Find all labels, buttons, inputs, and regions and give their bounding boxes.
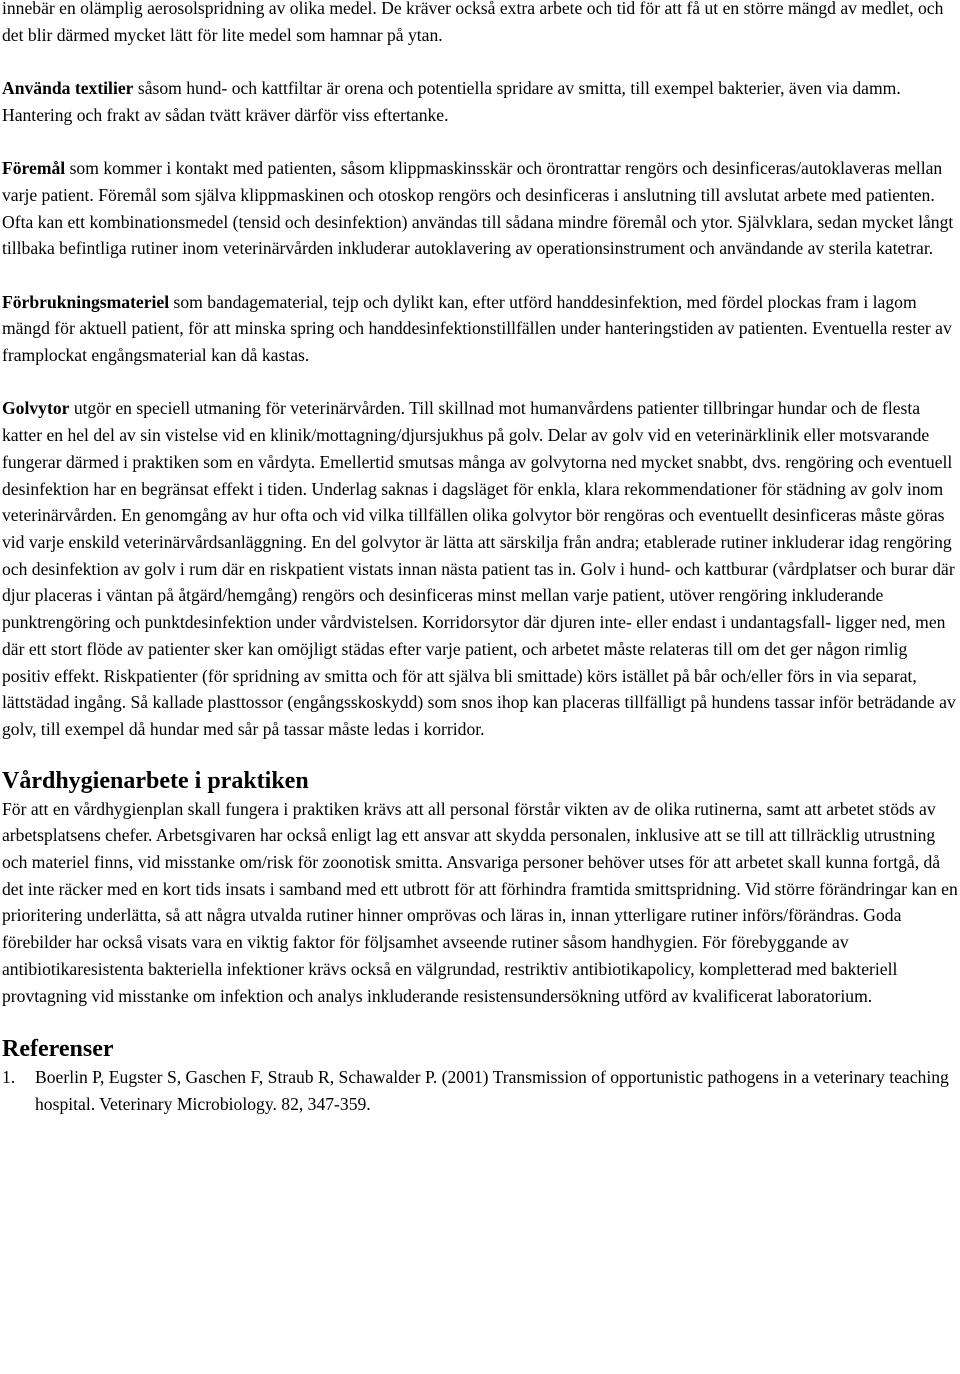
lead-term: Använda textilier	[2, 78, 134, 99]
paragraph-aerosol: innebär en olämplig aerosolspridning av olika medel. De kräver också extra arbete och tid för att få ut en större mängd av medlet, och det blir därmed mycket lätt för lite medel som hamnar på ytan.	[2, 0, 944, 45]
paragraph-golvytor	[2, 395, 958, 742]
paragraph-text: som bandagematerial, tejp och dylikt kan, efter utförd handdesinfektion, med fördel plockas fram i lagom mängd för aktuell patient, för att minska spring och handdesinfektionstillfällen under hanteringstiden av patienten. Eventuella rester av framplockat engångsmaterial kan då kastas.	[2, 291, 952, 366]
lead-term: Föremål	[2, 158, 66, 179]
reference-text: Boerlin P, Eugster S, Gaschen F, Straub R, Schawalder P. (2001) Transmission of opportunistic pathogens in a veterinary teaching hospital. Veterinary Microbiology. 82, 347-359.	[35, 1067, 949, 1115]
lead-term: Förbrukningsmateriel	[2, 291, 170, 312]
reference-list	[2, 1064, 958, 1118]
reference-number: 1.	[2, 1067, 16, 1088]
section-heading-referenser: Referenser	[2, 1036, 114, 1063]
paragraph-text: utgör en speciell utmaning för veterinärvården. Till skillnad mot humanvårdens patienter tillbringar hundar och de flesta katter en hel del av sin vistelse vid en klinik/mottagning/djursjukhus på golv. Delar av golv vid en veterinärklinik eller motsvarande fungerar därmed i praktiken som en vårdyta. Emellertid smutsas många av golvytorna ned mycket snabbt, dvs. rengöring och eventuell desinfektion har en begränsat effekt i tiden. Underlag saknas i dagsläget för enkla, klara rekommendationer för städning av golv inom veterinärvården. En genomgång av hur ofta och vid vilka tillfällen olika golvytor bör rengöras och eventuellt desinficeras måste göras vid varje enskild veterinärvårdsanläggning. En del golvytor är lätta att särskilja från andra; etablerade rutiner inkluderar idag rengöring och desinfektion av golv i rum där en riskpatient vistats innan nästa patient tas in. Golv i hund- och kattburar (vårdplatser och burar där djur placeras i väntan på åtgärd/hemgång) rengörs och desinficeras minst mellan varje patient, utöver rengöring inkluderande punktrengöring och punktdesinfektion under vårdvistelsen. Korridorsytor där djuren inte- eller endast i undantagsfall- ligger ned, men där ett stort flöde av patienter sker kan omöjligt städas efter varje patient, och arbetet måste relateras till om det ger någon rimlig positiv effekt. Riskpatienter (för spridning av smitta och för att själva bli smittade) körs istället på bår och/eller förs in via separat, lättstädad ingång. Så kallade plasttossor (engångsskoskydd) som snos ihop kan placeras tillfälligt på hundens tassar inför beträdande av golv, till exempel då hundar med sår på tassar måste ledas i korridor.	[2, 398, 956, 739]
section-heading-praktik: Vårdhygienarbete i praktiken	[2, 767, 309, 794]
paragraph-text: som kommer i kontakt med patienten, såsom klippmaskinsskär och örontrattar rengörs och desinficeras/autoklaveras mellan varje patient. Föremål som själva klippmaskinen och otoskop rengörs och desinficeras i anslutning till avslutat arbete med patienten. Ofta kan ett kombinationsmedel (tensid och desinfektion) användas till sådana mindre föremål och ytor. Självklara, sedan mycket långt tillbaka befintliga rutiner inom veterinärvården inkluderar autoklavering av operationsinstrument och användande av sterila katetrar.	[2, 158, 954, 259]
paragraph-forbrukningsmateriel	[2, 289, 958, 369]
paragraph-praktik: För att en vårdhygienplan skall fungera i praktiken krävs att all personal förstår vikten av de olika rutinerna, samt att arbetet stöds av arbetsplatsens chefer. Arbetsgivaren har också enligt lag ett ansvar att skydda personalen, inklusive att se till att tillräcklig utrustning och materiel finns, vid misstanke om/risk för zoonotisk smitta. Ansvariga personer behöver utses för att arbetet skall kunna fortgå, då det inte räcker med en kort tids insats i samband med ett utbrott för att förhindra framtida smittspridning. Vid större förändringar kan en prioritering underlätta, så att några utvalda rutiner hinner omprövas och läras in, innan ytterligare rutiner införs/förändras. Goda förebilder har också visats vara en viktig faktor för följsamhet avseende rutiner såsom handhygien. För förebyggande av antibiotikaresistenta bakteriella infektioner krävs också en välgrundad, restriktiv antibiotikapolicy, kompletterad med bakteriell provtagning vid misstanke om infektion och analys inkluderande resistensundersökning utförd av kvalificerat laboratorium.	[2, 798, 958, 1006]
paragraph-foremal	[2, 155, 958, 262]
reference-item	[2, 1064, 958, 1118]
lead-term: Golvytor	[2, 398, 70, 419]
paragraph-textilier	[2, 75, 958, 128]
paragraph-text: såsom hund- och kattfiltar är orena och potentiella spridare av smitta, till exempel bakterier, även via damm. Hantering och frakt av sådan tvätt kräver därför viss eftertanke.	[2, 78, 901, 125]
